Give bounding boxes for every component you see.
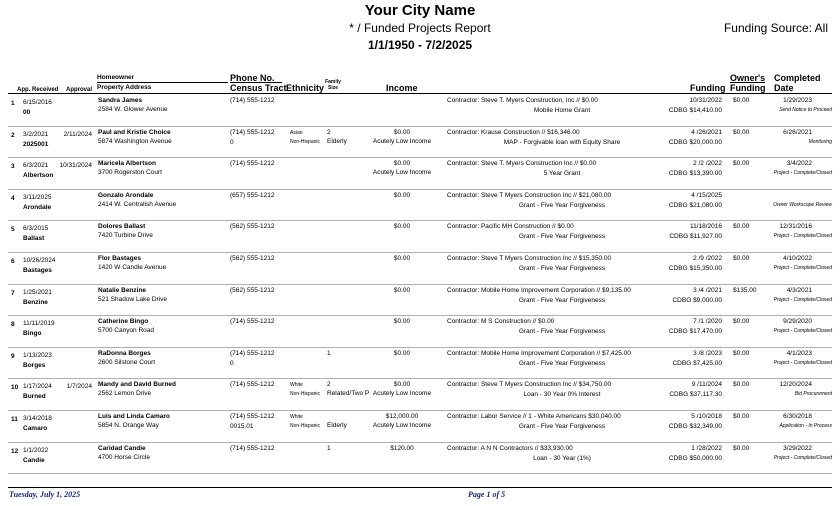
col-ethnicity: Ethnicity — [286, 83, 325, 93]
cell-phone: (714) 555-1212 — [230, 97, 275, 104]
cell-income-level: Acutely Low Income — [372, 390, 432, 398]
report-title: Your City Name — [364, 2, 476, 19]
row-divider — [8, 410, 832, 411]
funding-source: Funding Source: All — [723, 21, 828, 35]
cell-income-level: Acutely Low Income — [372, 137, 432, 145]
cell-family: 2 — [327, 381, 331, 389]
cell-contractor: Contractor: Mobile Home Improvement Corporation // $7,425.00 — [447, 349, 631, 357]
cell-income: $0.00 — [393, 191, 411, 199]
cell-tract: 0 — [230, 138, 234, 146]
cell-num: 8 — [11, 321, 15, 329]
cell-income: $12,000.00 — [385, 413, 419, 420]
cell-completed: 3/4/2022 — [786, 160, 812, 168]
cell-contractor: Contractor: M S Construction // $0.00 — [447, 318, 555, 326]
col-property-address: Property Address — [97, 84, 152, 91]
cell-owner: Luis and Linda Camaro — [98, 413, 170, 420]
cell-program: Grant - Five Year Forgiveness — [518, 201, 606, 209]
cell-status: Project - Complete/Closed — [773, 328, 832, 335]
row-divider — [8, 252, 832, 253]
row-divider — [8, 189, 832, 190]
cell-family: 1 — [327, 349, 331, 357]
cell-cdbg: CDBG $17,470.00 — [668, 328, 722, 336]
cell-contractor: Contractor: Labor Service // 1 - White Americans $30,040.00 — [447, 413, 621, 420]
cell-address: 3700 Rogerston Court — [98, 169, 162, 177]
cell-cdbg: CDBG $9,000.00 — [672, 296, 722, 304]
cell-tract: 0 — [230, 359, 234, 367]
col-completed-2: Date — [774, 83, 794, 93]
cell-received: 1/1/2022 — [23, 446, 49, 454]
header-underline-phone — [230, 82, 282, 83]
col-app-received: App. Received — [17, 87, 59, 93]
cell-phone: (714) 555-1212 — [230, 349, 275, 357]
cell-num: 7 — [11, 289, 15, 297]
cell-owners: $0.00 — [733, 223, 750, 231]
cell-fund-date: 11/18/2016 — [689, 223, 722, 231]
cell-phone: (714) 555-1212 — [230, 160, 275, 168]
cell-cdbg: CDBG $21,080.00 — [668, 201, 722, 209]
cell-contractor: Contractor: Steve T Myers Construction Inc // $15,350.00 — [447, 255, 612, 262]
cell-received: 3/11/2025 — [23, 193, 52, 201]
cell-status: Project - Complete/Closed — [773, 170, 832, 177]
cell-received: 1/17/2024 — [23, 383, 52, 391]
cell-address: 2414 W. Centralish Avenue — [98, 200, 177, 208]
cell-case: 00 — [23, 109, 31, 116]
col-funding: Funding — [690, 83, 726, 93]
cell-owners: $0.00 — [733, 413, 750, 420]
cell-completed: 12/31/2016 — [779, 223, 812, 231]
cell-phone: (714) 555-1212 — [230, 413, 275, 420]
cell-num: 11 — [11, 416, 18, 423]
cell-completed: 4/1/2023 — [786, 349, 812, 357]
col-homeowner: Homeowner — [97, 74, 135, 81]
cell-status: Application - In Process — [779, 423, 832, 429]
cell-cdbg: CDBG $32,349.00 — [668, 423, 722, 430]
cell-received: 6/3/2015 — [23, 225, 49, 233]
cell-cdbg: CDBG $13,390.00 — [668, 170, 722, 178]
cell-owner: RaDonna Borges — [98, 349, 151, 357]
row-divider — [8, 157, 832, 158]
cell-status: Monitoring — [808, 138, 832, 145]
col-census-tract: Census Tract — [230, 83, 287, 93]
cell-income: $0.00 — [393, 128, 411, 136]
cell-owner: Paul and Kristie Choice — [98, 128, 171, 136]
cell-completed: 6/30/2018 — [783, 413, 812, 420]
cell-num: 4 — [11, 194, 15, 202]
cell-received: 10/26/2024 — [23, 257, 56, 264]
cell-phone: (657) 555-1212 — [230, 191, 275, 199]
cell-owners: $0.00 — [733, 255, 750, 262]
cell-cdbg: CDBG $50,000.00 — [668, 454, 722, 462]
cell-owners: $0.00 — [733, 444, 750, 452]
cell-case: Arondale — [23, 203, 52, 211]
cell-num: 2 — [11, 131, 15, 139]
cell-household: Elderly — [327, 422, 347, 429]
cell-completed: 12/20/2024 — [779, 381, 812, 389]
footer-divider — [8, 487, 832, 488]
cell-program: Grant - Five Year Forgiveness — [518, 328, 606, 336]
cell-num: 3 — [11, 163, 15, 171]
cell-fund-date: 10/31/2022 — [689, 97, 722, 104]
cell-owners: $0.00 — [733, 349, 750, 357]
cell-address: 1420 W Candle Avenue — [98, 264, 167, 271]
cell-address: 2584 W. Glower Avenue — [98, 106, 168, 113]
cell-num: 1 — [11, 100, 15, 107]
cell-eth1: White — [290, 414, 303, 420]
cell-owners: $0.00 — [733, 97, 750, 104]
cell-num: 9 — [11, 352, 15, 360]
cell-income: $0.00 — [393, 286, 411, 294]
cell-fund-date: 2 /9 /2022 — [693, 255, 722, 262]
cell-completed: 9/29/2020 — [783, 318, 812, 326]
cell-case: Bingo — [23, 330, 42, 338]
cell-eth2: Non-Hispanic — [290, 423, 321, 429]
cell-cdbg: CDBG $14,410.00 — [668, 107, 722, 114]
row-divider — [8, 220, 832, 221]
cell-received: 11/11/2019 — [23, 320, 55, 328]
cell-household: Elderly — [327, 137, 347, 145]
cell-phone: (714) 555-1212 — [230, 381, 275, 389]
cell-address: 521 Shadow Lake Drive — [98, 295, 168, 303]
cell-num: 5 — [11, 226, 15, 234]
col-phone: Phone No. — [230, 73, 275, 83]
row-divider — [8, 347, 832, 348]
cell-contractor: Contractor: Krause Construction // $16,346.00 — [447, 128, 580, 136]
col-owners-funding-1: Owner's — [730, 73, 766, 83]
cell-program: MAP - Forgivable loan with Equity Share — [503, 138, 621, 146]
cell-owners: $0.00 — [733, 318, 750, 326]
cell-family: 2 — [327, 128, 331, 136]
cell-phone: (714) 555-1212 — [230, 444, 275, 452]
cell-received: 6/3/2021 — [23, 162, 49, 170]
cell-case: Borges — [23, 361, 46, 369]
cell-owner: Flor Bastages — [98, 255, 141, 262]
row-divider — [8, 473, 832, 474]
cell-owners: $135.00 — [733, 286, 757, 294]
cell-owner: Maricela Albertson — [98, 160, 156, 168]
cell-fund-date: 9 /11/2024 — [691, 381, 722, 389]
cell-tract: 0015.01 — [230, 423, 254, 430]
cell-phone: (562) 555-1212 — [230, 286, 275, 294]
col-owners-funding-2: Funding — [730, 83, 766, 93]
cell-owner: Catherine Bingo — [98, 318, 149, 326]
cell-received: 3/2/2021 — [23, 130, 49, 138]
cell-income-level: Acutely Low Income — [372, 169, 432, 177]
cell-fund-date: 2 /2 /2022 — [693, 160, 722, 168]
col-income: Income — [386, 83, 418, 93]
cell-eth2: Non-Hispanic — [290, 138, 321, 145]
cell-cdbg: CDBG $7,425.00 — [672, 359, 722, 367]
row-divider — [8, 442, 832, 443]
cell-program: Grant - Five Year Forgiveness — [518, 359, 606, 367]
cell-address: 5700 Canyon Road — [98, 327, 155, 335]
cell-received: 1/13/2023 — [23, 351, 52, 359]
cell-phone: (562) 555-1212 — [230, 223, 275, 231]
cell-cdbg: CDBG $11,927.00 — [669, 233, 722, 241]
cell-status: Bid Procurement — [794, 391, 832, 398]
cell-fund-date: 4 /26/2021 — [691, 128, 722, 136]
row-divider — [8, 126, 832, 127]
cell-fund-date: 3 /4 /2021 — [693, 286, 722, 294]
cell-income: $0.00 — [393, 160, 411, 168]
cell-completed: 6/26/2021 — [783, 128, 812, 136]
cell-status: Project - Complete/Closed — [773, 359, 832, 366]
cell-eth1: Asian — [290, 129, 303, 136]
cell-fund-date: 5 /10/2018 — [691, 413, 722, 420]
cell-cdbg: CDBG $20,000.00 — [668, 138, 722, 146]
cell-family: 1 — [327, 444, 331, 452]
cell-cdbg: CDBG $37,117.30 — [669, 391, 722, 399]
cell-owner: Caridad Candie — [98, 444, 146, 452]
cell-address: 5854 N. Orange Way — [98, 422, 159, 429]
cell-approval: 1/7/2024 — [66, 383, 92, 391]
cell-num: 10 — [11, 384, 19, 392]
row-divider — [8, 284, 832, 285]
cell-eth2: Non-Hispanic — [290, 391, 321, 398]
cell-income-level: Acutely Low Income — [372, 422, 432, 429]
cell-contractor: Contractor: Steve T. Myers Construction Inc // $0.00 — [447, 160, 597, 168]
cell-contractor: Contractor: A N N Contractors // $33,930.00 — [447, 444, 573, 452]
cell-case: Benzine — [23, 298, 48, 306]
cell-phone: (714) 555-1212 — [230, 318, 275, 326]
cell-status: Project - Complete/Closed — [773, 296, 832, 303]
cell-approval: 2/11/2024 — [63, 130, 92, 138]
footer-date: Tuesday, July 1, 2025 — [9, 490, 81, 499]
cell-num: 6 — [11, 258, 15, 265]
cell-program: Loan - 30 Year (1%) — [533, 454, 591, 462]
cell-case: Albertson — [23, 172, 54, 180]
cell-case: Bastages — [23, 267, 52, 274]
cell-eth1: White — [290, 382, 303, 389]
cell-income: $0.00 — [393, 349, 411, 357]
cell-program: Grant - Five Year Forgiveness — [518, 233, 606, 241]
cell-program: Grant - Five Year Forgiveness — [518, 296, 606, 304]
cell-completed: 1/29/2023 — [783, 97, 812, 104]
cell-program: Mobile Home Grant — [533, 107, 591, 114]
cell-num: 12 — [11, 447, 19, 455]
col-approval: Approval — [66, 87, 93, 93]
cell-household: Related/Two P — [327, 390, 370, 398]
cell-address: 2600 Silstone Court — [98, 358, 156, 366]
cell-fund-date: 4 /15/2025 — [691, 191, 722, 199]
row-divider — [8, 315, 832, 316]
cell-completed: 4/3/2021 — [786, 286, 812, 294]
cell-program: 5 Year Grant — [543, 170, 581, 178]
cell-status: Send Notice to Proceed — [779, 107, 832, 113]
cell-owners: $0.00 — [733, 128, 750, 136]
cell-contractor: Contractor: Steve T Myers Construction Inc // $21,080.00 — [447, 191, 612, 199]
cell-owners: $0.00 — [733, 160, 750, 168]
cell-owners: $0.00 — [733, 381, 750, 389]
row-divider — [8, 378, 832, 379]
cell-owner: Dolores Ballast — [98, 223, 146, 231]
cell-status: Project - Complete/Closed — [773, 233, 832, 240]
report-subtitle: * / Funded Projects Report — [349, 21, 491, 35]
cell-program: Grant - Five Year Forgiveness — [518, 265, 606, 272]
cell-status: Project - Complete/Closed — [773, 454, 832, 461]
cell-address: 7420 Turbine Drive — [98, 232, 153, 240]
cell-fund-date: 1 /28/2022 — [691, 444, 722, 452]
cell-fund-date: 7 /1 /2020 — [693, 318, 722, 326]
cell-case: Ballast — [23, 235, 45, 243]
cell-case: Candie — [23, 456, 45, 464]
cell-address: 2562 Lemon Drive — [98, 390, 152, 398]
cell-received: 3/14/2018 — [23, 415, 52, 422]
cell-income: $0.00 — [393, 318, 411, 326]
cell-contractor: Contractor: Pacific MH Construction // $0.00 — [447, 223, 574, 231]
cell-owner: Gonzalo Arondale — [98, 191, 154, 199]
cell-status: Project - Complete/Closed — [773, 265, 832, 271]
cell-program: Grant - Five Year Forgiveness — [518, 423, 606, 430]
col-family-size: Family Size — [325, 79, 341, 91]
col-completed-1: Completed — [774, 73, 821, 83]
cell-income: $120.00 — [390, 444, 414, 452]
footer-page: Page 1 of 5 — [468, 490, 506, 499]
header-underline-owners — [730, 82, 765, 83]
cell-status: Owner Workscope Review — [773, 201, 832, 208]
cell-program: Loan - 30 Year 0% Interest — [523, 391, 601, 399]
cell-case: Burned — [23, 393, 46, 401]
cell-owner: Mandy and David Burned — [98, 381, 177, 389]
cell-phone: (562) 555-1212 — [230, 255, 275, 262]
header-divider — [8, 93, 832, 94]
cell-phone: (714) 555-1212 — [230, 128, 275, 136]
cell-received: 1/25/2021 — [23, 288, 52, 296]
cell-case: Camaro — [23, 425, 48, 432]
cell-income: $0.00 — [393, 381, 411, 389]
cell-cdbg: CDBG $15,350.00 — [668, 265, 722, 272]
cell-contractor: Contractor: Steve T. Myers Construction, Inc // $0.00 — [447, 97, 598, 104]
cell-completed: 4/10/2022 — [783, 255, 812, 262]
cell-fund-date: 3 /8 /2023 — [693, 349, 722, 357]
cell-owner: Natalie Benzine — [98, 286, 147, 294]
header-underline-homeowner — [97, 82, 228, 83]
cell-case: 2025001 — [23, 140, 49, 148]
cell-address: 5874 Washington Avenue — [98, 137, 172, 145]
cell-contractor: Contractor: Steve T Myers Construction Inc // $34,750.00 — [447, 381, 612, 389]
cell-owner: Sandra James — [98, 97, 143, 104]
cell-completed: 3/29/2022 — [783, 444, 812, 452]
cell-income: $0.00 — [393, 255, 411, 262]
cell-address: 4700 Horse Circle — [98, 453, 151, 461]
cell-received: 6/15/2016 — [23, 99, 52, 106]
cell-contractor: Contractor: Mobile Home Improvement Corporation // $9,135.00 — [447, 286, 631, 294]
cell-approval: 10/31/2024 — [59, 162, 92, 170]
cell-income: $0.00 — [393, 223, 411, 231]
report-date-range: 1/1/1950 - 7/2/2025 — [367, 38, 473, 52]
